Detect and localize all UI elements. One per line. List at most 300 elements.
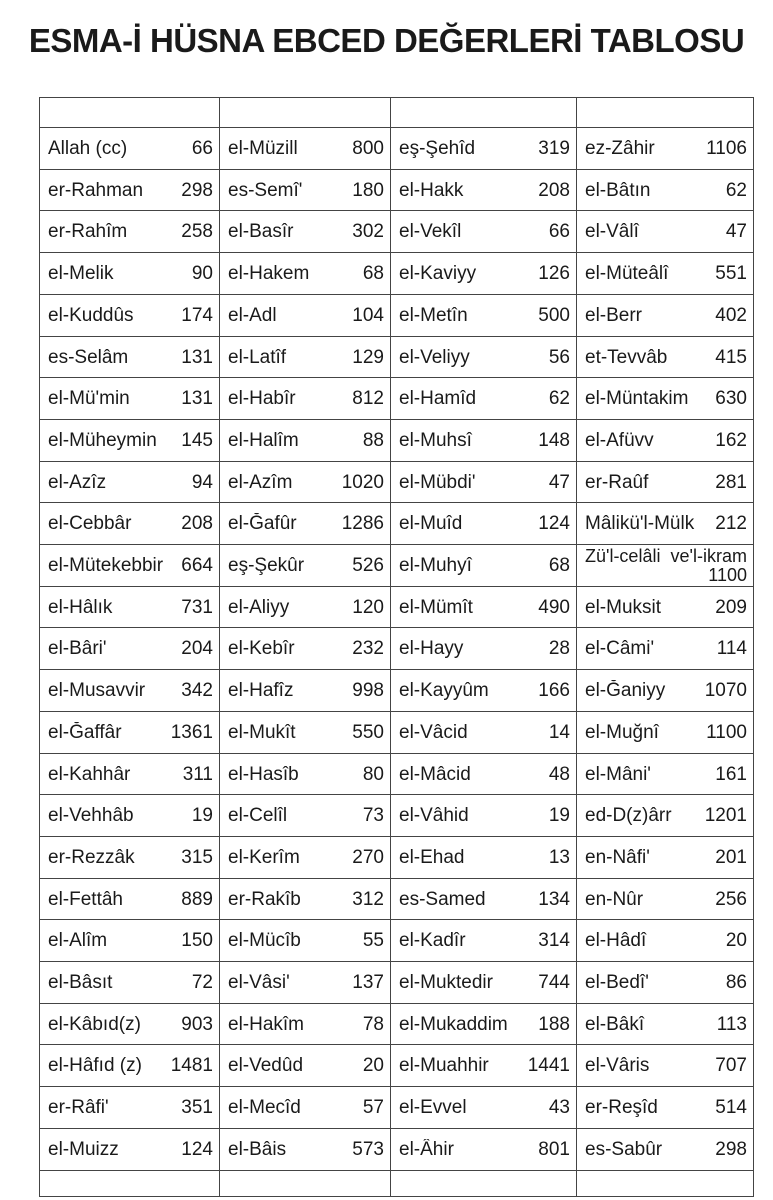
ebced-value: 204: [181, 637, 213, 659]
table-cell: [40, 337, 219, 378]
table-cell: [391, 253, 576, 294]
name-text: el-Mecîd: [228, 1096, 301, 1118]
ebced-value: 56: [548, 346, 570, 368]
ebced-value: 319: [538, 137, 570, 159]
ebced-value: 1070: [704, 679, 747, 701]
name-text: el-Melik: [48, 262, 114, 284]
ebced-value: 72: [191, 971, 213, 993]
table-cell: [220, 754, 390, 795]
name-text: el-Mâni': [585, 763, 651, 785]
ebced-value: 43: [548, 1096, 570, 1118]
ebced-value: 78: [362, 1013, 384, 1035]
ebced-value: 188: [538, 1013, 570, 1035]
name-text: el-Alîm: [48, 929, 108, 951]
table-cell: [577, 712, 753, 753]
name-text: et-Tevvâb: [585, 346, 668, 368]
name-text: el-Ğaffâr: [48, 721, 122, 743]
name-text: el-Azîm: [228, 471, 293, 493]
name-text: el-Basîr: [228, 220, 294, 242]
ebced-value: 68: [362, 262, 384, 284]
table-cell: [220, 670, 390, 711]
name-text: el-Muahhir: [399, 1054, 489, 1076]
ebced-value: 20: [362, 1054, 384, 1076]
table-cell: [220, 962, 390, 1003]
name-text: el-Bâtın: [585, 179, 651, 201]
table-cell: [40, 628, 219, 669]
name-text: el-Müntakim: [585, 387, 689, 409]
table-cell: [391, 962, 576, 1003]
name-text: el-Müheymin: [48, 429, 157, 451]
table-cell: [391, 795, 576, 836]
ebced-value: 315: [181, 846, 213, 868]
table-cell: [391, 1129, 576, 1170]
name-text: el-Mü'min: [48, 387, 130, 409]
table-cell: [577, 920, 753, 961]
table-cell: [391, 128, 576, 169]
name-text: el-Hâlık: [48, 596, 113, 618]
ebced-value: 707: [715, 1054, 747, 1076]
name-text: er-Reşîd: [585, 1096, 658, 1118]
ebced-value: 162: [715, 429, 747, 451]
name-text: el-Mütekebbir: [48, 554, 164, 576]
table-cell: [577, 378, 753, 419]
ebced-value: 124: [181, 1138, 213, 1160]
name-text: er-Rezzâk: [48, 846, 135, 868]
ebced-value: 311: [182, 763, 213, 785]
table-cell: [40, 587, 219, 628]
table-cell: [40, 920, 219, 961]
table-cell: [40, 170, 219, 211]
table-cell: [40, 295, 219, 336]
table-cell: [577, 420, 753, 461]
name-text: el-Muîd: [399, 512, 463, 534]
table-cell: [40, 837, 219, 878]
table-cell: [40, 128, 219, 169]
name-text: eş-Şekûr: [228, 554, 305, 576]
ebced-value: 256: [715, 888, 747, 910]
ebced-value: 86: [725, 971, 747, 993]
table-cell: [391, 170, 576, 211]
ebced-value: 573: [352, 1138, 384, 1160]
table-cell: [577, 128, 753, 169]
ebced-value: 209: [715, 596, 747, 618]
name-text: el-Muğnî: [585, 721, 659, 743]
table-cell: [220, 253, 390, 294]
table-cell: [577, 295, 753, 336]
table-cell: [40, 503, 219, 544]
ebced-value: 137: [352, 971, 384, 993]
table-cell: [220, 420, 390, 461]
name-text: Zü'l-celâli ve'l-ikram: [585, 546, 747, 566]
table-cell: [220, 712, 390, 753]
table-cell: [577, 962, 753, 1003]
ebced-value: 415: [715, 346, 747, 368]
name-text: el-Aliyy: [228, 596, 290, 618]
name-text: el-Hakk: [399, 179, 464, 201]
table-cell: [391, 378, 576, 419]
table-cell: [40, 754, 219, 795]
ebced-value: 998: [352, 679, 384, 701]
name-text: el-Mâcid: [399, 763, 471, 785]
name-text: el-Mukît: [228, 721, 296, 743]
table-cell: [40, 420, 219, 461]
table-cell: [220, 128, 390, 169]
table-cell: [577, 1045, 753, 1086]
ebced-value: 314: [538, 929, 570, 951]
table-cell: [40, 545, 219, 586]
name-text: el-Câmi': [585, 637, 655, 659]
table-cell: [220, 462, 390, 503]
ebced-value: 14: [548, 721, 570, 743]
table-cell: [391, 211, 576, 252]
name-text: el-Hâdî: [585, 929, 647, 951]
name-text: el-Müteâlî: [585, 262, 669, 284]
ebced-value: 113: [716, 1013, 747, 1035]
ebced-value: 526: [352, 554, 384, 576]
ebced-value: 28: [548, 637, 570, 659]
ebced-value: 812: [352, 387, 384, 409]
name-text: el-Veliyy: [399, 346, 470, 368]
ebced-value: 134: [538, 888, 570, 910]
name-text: el-Afüvv: [585, 429, 654, 451]
ebced-value: 88: [362, 429, 384, 451]
name-text: el-Hâfıd (z): [48, 1054, 142, 1076]
ebced-value: 161: [715, 763, 747, 785]
name-text: Allah (cc): [48, 137, 128, 159]
ebced-value: 66: [191, 137, 213, 159]
name-text: el-Mücîb: [228, 929, 301, 951]
table-cell: [220, 211, 390, 252]
ebced-value: 281: [715, 471, 747, 493]
table-cell: [220, 1129, 390, 1170]
table-row-border: [39, 97, 754, 98]
table-cell: [40, 670, 219, 711]
table-row-border: [39, 1170, 754, 1171]
name-text: el-Vâsi': [228, 971, 290, 993]
name-text: el-Vâcid: [399, 721, 468, 743]
ebced-value: 1106: [706, 137, 747, 159]
ebced-value: 270: [352, 846, 384, 868]
table-cell: [220, 1004, 390, 1045]
ebced-value: 402: [715, 304, 747, 326]
ebced-value: 208: [538, 179, 570, 201]
table-cell: [40, 1004, 219, 1045]
table-cell: [391, 462, 576, 503]
name-text: el-Musavvir: [48, 679, 146, 701]
table-cell: [577, 1004, 753, 1045]
table-cell: [577, 503, 753, 544]
name-text: es-Selâm: [48, 346, 129, 368]
ebced-value: 298: [715, 1138, 747, 1160]
table-cell: [40, 962, 219, 1003]
name-text: el-Kaviyy: [399, 262, 477, 284]
name-text: es-Samed: [399, 888, 486, 910]
table-cell: [391, 420, 576, 461]
table-cell: [220, 920, 390, 961]
name-text: er-Rakîb: [228, 888, 301, 910]
table-cell: [220, 628, 390, 669]
name-text: el-Vâris: [585, 1054, 650, 1076]
table-cell: [577, 1129, 753, 1170]
name-text: el-Metîn: [399, 304, 468, 326]
ebced-value: 174: [181, 304, 213, 326]
name-text: eş-Şehîd: [399, 137, 476, 159]
ebced-value: 62: [548, 387, 570, 409]
name-text: el-Bâri': [48, 637, 107, 659]
table-cell: [577, 545, 753, 586]
table-row-border: [39, 1196, 754, 1197]
ebced-value: 20: [725, 929, 747, 951]
table-cell: [220, 1045, 390, 1086]
name-text: el-Muhsî: [399, 429, 472, 451]
ebced-value: 180: [352, 179, 384, 201]
table-cell: [220, 545, 390, 586]
name-text: el-Kuddûs: [48, 304, 134, 326]
name-text: el-Kerîm: [228, 846, 300, 868]
ebced-value: 903: [181, 1013, 213, 1035]
ebced-value: 490: [538, 596, 570, 618]
ebced-value: 551: [715, 262, 747, 284]
table-cell: [577, 253, 753, 294]
name-text: el-Muksit: [585, 596, 662, 618]
name-text: el-Evvel: [399, 1096, 467, 1118]
name-text: el-Vekîl: [399, 220, 462, 242]
name-text: el-Azîz: [48, 471, 107, 493]
ebced-value: 212: [715, 512, 747, 534]
table-cell: [577, 337, 753, 378]
name-text: el-Cebbâr: [48, 512, 132, 534]
ebced-value: 145: [181, 429, 213, 451]
name-text: el-Adl: [228, 304, 277, 326]
ebced-value: 131: [181, 387, 213, 409]
ebced-value: 104: [352, 304, 384, 326]
table-cell: [40, 879, 219, 920]
table-cell: [40, 795, 219, 836]
table-cell: [577, 670, 753, 711]
ebced-value: 800: [352, 137, 384, 159]
ebced-value: 94: [191, 471, 213, 493]
name-text: el-Mümît: [399, 596, 473, 618]
ebced-value: 114: [716, 637, 747, 659]
ebced-value: 664: [181, 554, 213, 576]
table-cell: [220, 879, 390, 920]
ebced-value: 1201: [704, 804, 747, 826]
ebced-value: 550: [352, 721, 384, 743]
name-text: el-Ehad: [399, 846, 465, 868]
name-text: el-Mukaddim: [399, 1013, 508, 1035]
name-text: el-Muhyî: [399, 554, 472, 576]
table-cell: [391, 920, 576, 961]
name-text: en-Nâfi': [585, 846, 650, 868]
table-cell: [391, 628, 576, 669]
ebced-value: 120: [352, 596, 384, 618]
table-cell: [40, 462, 219, 503]
name-text: el-Bâis: [228, 1138, 287, 1160]
name-text: el-Vâlî: [585, 220, 639, 242]
table-cell: [577, 1087, 753, 1128]
ebced-value: 48: [548, 763, 570, 785]
ebced-value: 19: [191, 804, 213, 826]
ebced-value: 1361: [170, 721, 213, 743]
table-cell: [577, 211, 753, 252]
ebced-value: 1481: [170, 1054, 213, 1076]
table-cell: [220, 503, 390, 544]
ebced-value: 55: [362, 929, 384, 951]
name-text: el-Hasîb: [228, 763, 299, 785]
name-text: el-Kadîr: [399, 929, 466, 951]
name-text: el-Ğaniyy: [585, 679, 666, 701]
ebced-value: 47: [548, 471, 570, 493]
table-cell: [220, 1087, 390, 1128]
name-text: el-Habîr: [228, 387, 296, 409]
table-cell: [391, 545, 576, 586]
table-cell: [391, 879, 576, 920]
ebced-value: 208: [181, 512, 213, 534]
table-cell: [391, 1045, 576, 1086]
name-text: el-Bedî': [585, 971, 649, 993]
table-cell: [577, 795, 753, 836]
table-cell: [391, 712, 576, 753]
table-cell: [220, 295, 390, 336]
table-cell: [40, 1087, 219, 1128]
ebced-value: 148: [538, 429, 570, 451]
ebced-table: [39, 97, 754, 1197]
name-text: el-Vedûd: [228, 1054, 304, 1076]
ebced-value: 744: [538, 971, 570, 993]
name-text: el-Kâbıd(z): [48, 1013, 141, 1035]
ebced-value: 312: [352, 888, 384, 910]
name-text: es-Sabûr: [585, 1138, 663, 1160]
table-column-border: [753, 97, 754, 1197]
ebced-value: 232: [352, 637, 384, 659]
table-cell: [577, 170, 753, 211]
name-text: el-Mübdi': [399, 471, 476, 493]
ebced-value: 80: [362, 763, 384, 785]
ebced-value: 66: [548, 220, 570, 242]
ebced-value: 131: [181, 346, 213, 368]
table-cell: [391, 670, 576, 711]
name-text: es-Semî': [228, 179, 303, 201]
table-cell: [577, 587, 753, 628]
name-text: ez-Zâhir: [585, 137, 655, 159]
ebced-value: 13: [548, 846, 570, 868]
name-text: el-Bâkî: [585, 1013, 645, 1035]
name-text: el-Hakîm: [228, 1013, 305, 1035]
ebced-value: 166: [538, 679, 570, 701]
name-text: el-Hafîz: [228, 679, 294, 701]
table-cell: [40, 211, 219, 252]
ebced-value: 1286: [341, 512, 384, 534]
name-text: Mâlikü'l-Mülk: [585, 512, 695, 534]
name-text: el-Kayyûm: [399, 679, 489, 701]
name-text: er-Rahîm: [48, 220, 128, 242]
ebced-value: 630: [715, 387, 747, 409]
name-text: er-Rahman: [48, 179, 144, 201]
ebced-value: 731: [181, 596, 213, 618]
table-cell: [391, 587, 576, 628]
ebced-value: 62: [725, 179, 747, 201]
ebced-value: 514: [715, 1096, 747, 1118]
name-text: el-Vâhid: [399, 804, 469, 826]
ebced-value: 302: [352, 220, 384, 242]
name-text: er-Raûf: [585, 471, 649, 493]
name-text: el-Âhir: [399, 1138, 454, 1160]
page-title: ESMA-İ HÜSNA EBCED DEĞERLERİ TABLOSU: [28, 22, 745, 59]
table-cell: [391, 503, 576, 544]
ebced-value: 1441: [527, 1054, 570, 1076]
name-text: el-Celîl: [228, 804, 288, 826]
ebced-value: 150: [181, 929, 213, 951]
ebced-value: 258: [181, 220, 213, 242]
ebced-value: 801: [538, 1138, 570, 1160]
name-text: el-Latîf: [228, 346, 287, 368]
name-text: el-Bâsıt: [48, 971, 113, 993]
ebced-value: 500: [538, 304, 570, 326]
ebced-value: 201: [715, 846, 747, 868]
table-cell: [40, 253, 219, 294]
ebced-value: 342: [181, 679, 213, 701]
ebced-value: 19: [548, 804, 570, 826]
table-cell: [577, 879, 753, 920]
name-text: el-Muktedir: [399, 971, 493, 993]
name-text: el-Kebîr: [228, 637, 295, 659]
ebced-value: 1020: [341, 471, 384, 493]
name-text: el-Ğafûr: [228, 512, 297, 534]
table-cell: [391, 295, 576, 336]
name-text: el-Vehhâb: [48, 804, 134, 826]
name-text: el-Kahhâr: [48, 763, 131, 785]
table-cell: [577, 462, 753, 503]
ebced-value: 351: [181, 1096, 213, 1118]
ebced-value: 1100: [706, 721, 747, 743]
name-text: el-Berr: [585, 304, 643, 326]
table-cell: [40, 1129, 219, 1170]
name-text: el-Hamîd: [399, 387, 477, 409]
table-cell: [577, 837, 753, 878]
name-text: el-Muizz: [48, 1138, 119, 1160]
ebced-value: 889: [181, 888, 213, 910]
table-cell: [577, 754, 753, 795]
table-cell: [220, 170, 390, 211]
ebced-value: 57: [362, 1096, 384, 1118]
table-cell: [220, 587, 390, 628]
name-text: el-Hakem: [228, 262, 310, 284]
table-cell: [220, 795, 390, 836]
table-cell: [220, 337, 390, 378]
ebced-value: 126: [538, 262, 570, 284]
name-text: el-Müzill: [228, 137, 298, 159]
table-cell: [40, 378, 219, 419]
table-cell: [391, 1087, 576, 1128]
name-text: el-Hayy: [399, 637, 464, 659]
name-text: en-Nûr: [585, 888, 644, 910]
table-cell: [391, 754, 576, 795]
table-cell: [577, 628, 753, 669]
name-text: el-Halîm: [228, 429, 299, 451]
table-cell: [391, 837, 576, 878]
table-cell: [220, 837, 390, 878]
table-cell: [40, 712, 219, 753]
table-cell: [391, 1004, 576, 1045]
table-cell: [40, 1045, 219, 1086]
name-text: er-Râfi': [48, 1096, 109, 1118]
ebced-value: 1100: [708, 565, 747, 585]
ebced-value: 124: [538, 512, 570, 534]
table-cell: [391, 337, 576, 378]
name-text: ed-D(z)ârr: [585, 804, 672, 826]
ebced-value: 90: [191, 262, 213, 284]
ebced-value: 129: [352, 346, 384, 368]
